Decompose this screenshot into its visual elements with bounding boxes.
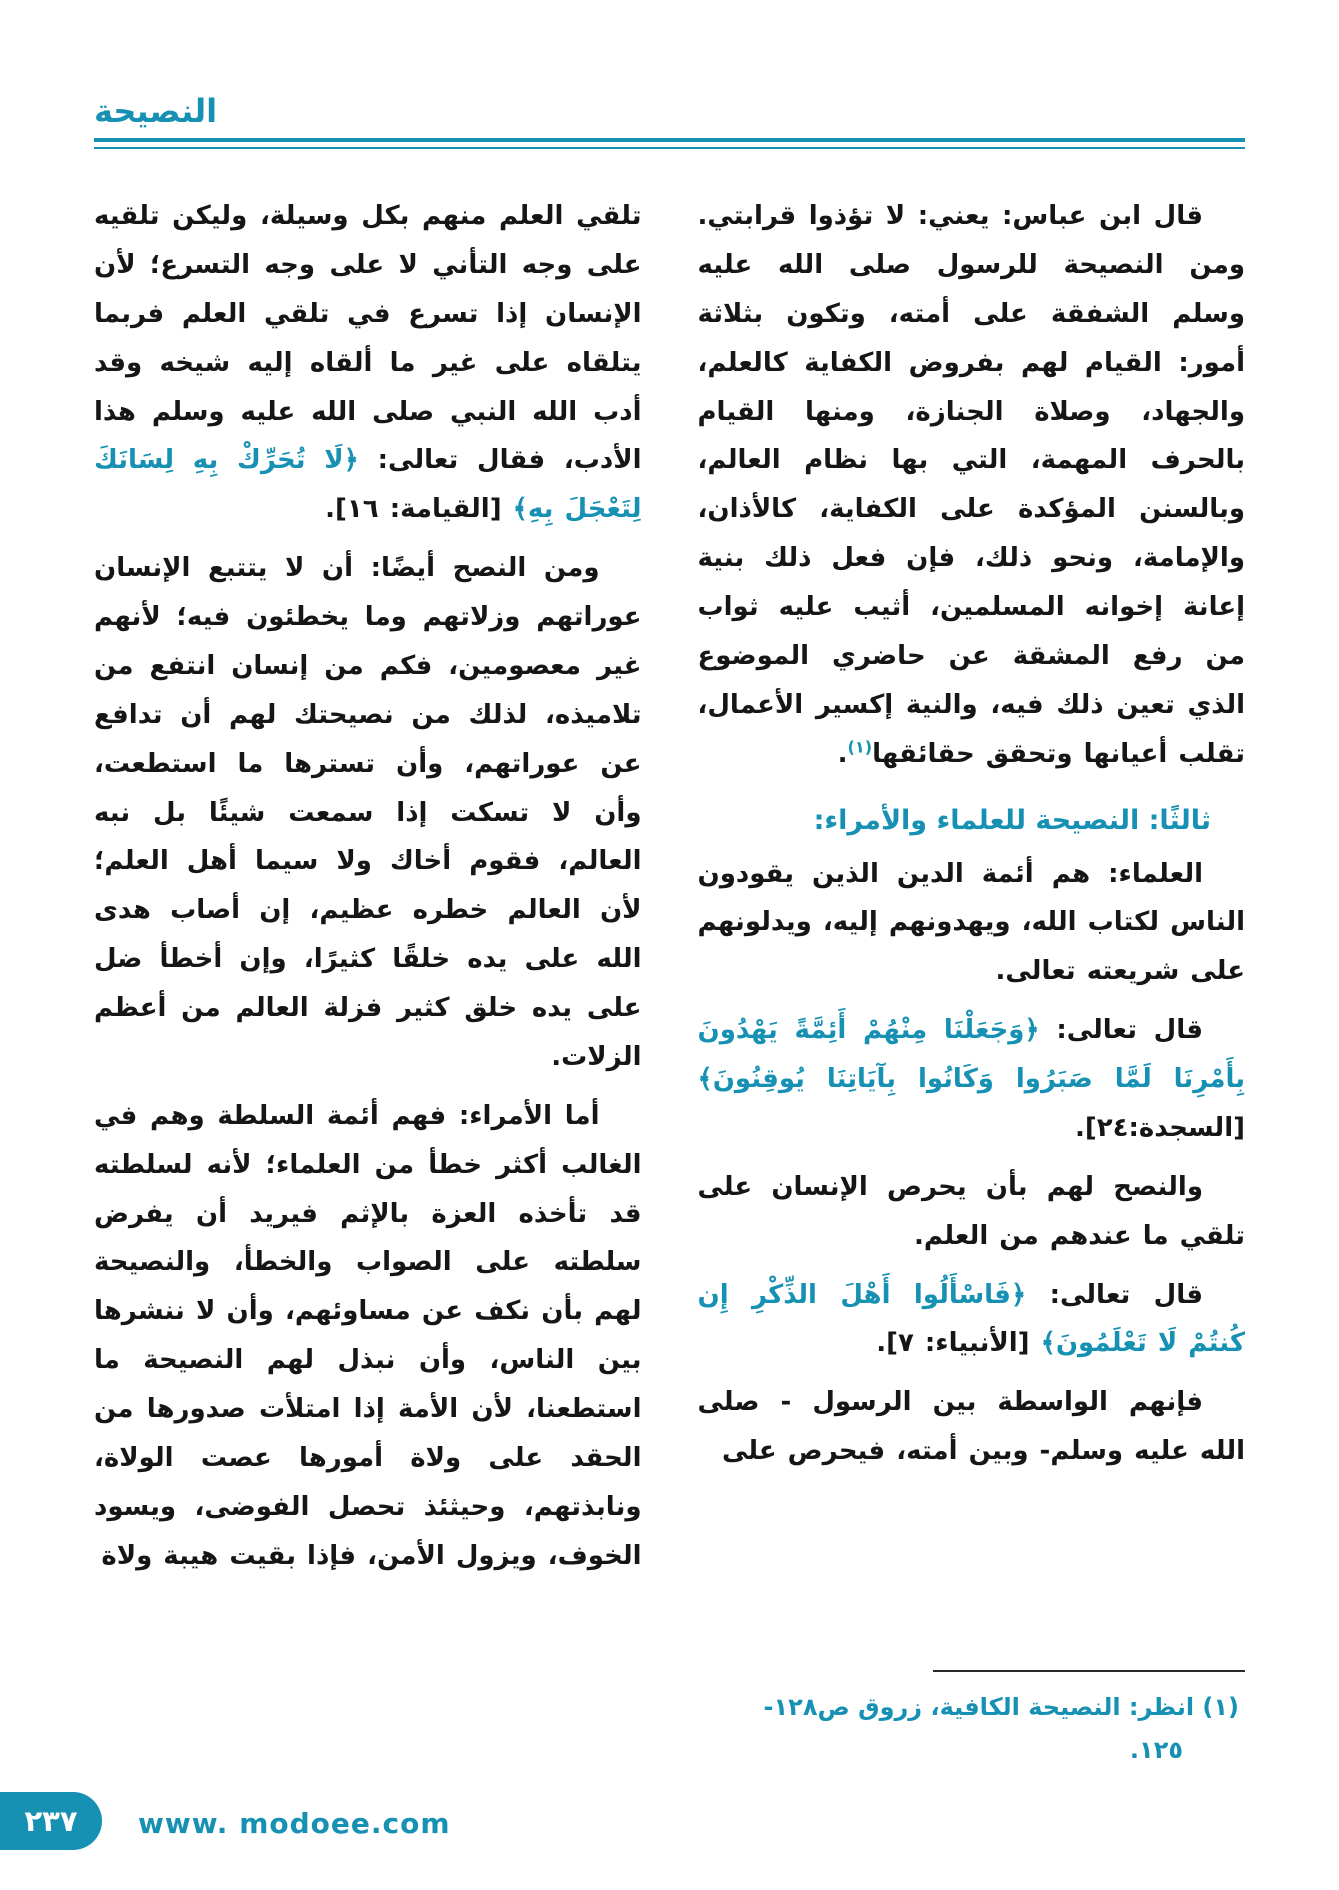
footnote — [698, 1662, 1246, 1772]
verse-reference: [الأنبياء: ٧]. — [876, 1328, 1030, 1359]
paragraph-text: قال تعالى: — [1049, 1279, 1203, 1310]
page-header — [94, 92, 1245, 149]
text-columns — [94, 192, 1245, 1772]
quran-verse: ﴿وَجَعَلْنَا مِنْهُمْ أَئِمَّةً يَهْدُونَ بِأَمْرِنَا لَمَّا صَبَرُوا وَكَانُوا بِآيَاتِنَا يُوقِنُونَ﴾ — [697, 1015, 1245, 1094]
verse-reference: [السجدة:٢٤]. — [1074, 1112, 1245, 1143]
paragraph: العلماء: هم أئمة الدين الذين يقودون الناس لكتاب الله، ويهدونهم إليه، ويدلونهم على شريعته تعالى. — [697, 858, 1245, 987]
paragraph: والنصح لهم بأن يحرص الإنسان على تلقي ما عندهم من العلم. — [697, 1171, 1245, 1251]
page-number: ٢٣٧ — [24, 1804, 78, 1838]
column-right — [698, 192, 1246, 1772]
footnote-text — [698, 1686, 1246, 1772]
footnote-line: (١) انظر: النصيحة الكافية، زروق ص١٢٨- — [763, 1692, 1239, 1721]
page-number-tab — [0, 1792, 102, 1850]
footnote-divider — [933, 1670, 1245, 1672]
paragraph: ومن النصح أيضًا: أن لا يتتبع الإنسان عوراتهم وزلاتهم وما يخطئون فيه؛ لأنهم غير معصومين، فكم من إنسان انتفع من تلاميذه، لذلك من نصيحتك لهم أن تدافع عن عوراتهم، وأن تسترها ما استطعت، وأن لا تسكت إذا سمعت شيئًا بل نبه العالم، فقوم أخاك ولا سيما أهل العلم؛ لأن العالم خطره عظيم، إن أصاب هدى الله على يده خلقًا كثيرًا، وإن أخطأ ضل على يده خلق كثير فزلة العالم من أعظم الزلات. — [94, 553, 642, 1072]
verse-reference: [القيامة: ١٦]. — [325, 494, 502, 525]
website-url: www. modoee.com — [138, 1807, 451, 1840]
header-rule-thick — [94, 138, 1245, 142]
page-title: النصيحة — [94, 92, 218, 130]
footnote-ref: (١) — [847, 736, 873, 756]
paragraph-text: قال تعالى: — [1056, 1015, 1203, 1046]
header-rule-thin — [94, 147, 1245, 149]
footnote-line: ١٢٥. — [1129, 1735, 1183, 1764]
paragraph — [698, 1006, 1246, 1153]
column-left — [94, 192, 642, 1772]
paragraph: فإنهم الواسطة بين الرسول - صلى الله عليه وسلم- وبين أمته، فيحرص على — [697, 1387, 1245, 1467]
paragraph-text: تلقي العلم منهم بكل وسيلة، وليكن تلقيه على وجه التأني لا على وجه التسرع؛ لأن الإنسان إذا تسرع في تلقي العلم فربما يتلقاه على غير ما ألقاه إليه شيخه وقد أدب الله النبي صلى الله عليه وسلم هذا الأدب، فقال تعالى: — [94, 201, 642, 476]
paragraph — [698, 1271, 1246, 1369]
paragraph — [94, 192, 642, 534]
paragraph: أما الأمراء: فهم أئمة السلطة وهم في الغالب أكثر خطأ من العلماء؛ لأنه لسلطته قد تأخذه العزة بالإثم فيريد أن يفرض سلطته على الصواب والخطأ، والنصيحة لهم بأن نكف عن مساوئهم، وأن لا ننشرها بين الناس، وأن نبذل لهم النصيحة ما استطعنا، لأن الأمة إذا امتلأت صدورها من الحقد على ولاة أمورها عصت الولاة، ونابذتهم، وحيثئذ تحصل الفوضى، ويسود الخوف، ويزول الأمن، فإذا بقيت هيبة ولاة — [94, 1100, 642, 1571]
quran-verse: ﴿لَا تُحَرِّكْ بِهِ لِسَانَكَ لِتَعْجَلَ بِهِ﴾ — [94, 445, 642, 525]
paragraph-text: . — [837, 738, 848, 769]
paragraph — [698, 192, 1246, 779]
section-heading: ثالثًا: النصيحة للعلماء والأمراء: — [813, 804, 1211, 836]
quran-verse: ﴿فَاسْأَلُوا أَهْلَ الذِّكْرِ إِن كُنتُمْ لَا تَعْلَمُونَ﴾ — [697, 1279, 1245, 1359]
paragraph-text: قال ابن عباس: يعني: لا تؤذوا قرابتي. ومن النصيحة للرسول صلى الله عليه وسلم الشفقة على أمته، وتكون بثلاثة أمور: القيام لهم بفروض الكفاية كالعلم، والجهاد، وصلاة الجنازة، ومنها القيام بالحرف المهمة، التي بها نظام العالم، وبالسنن المؤكدة على الكفاية، كالأذان، والإمامة، ونحو ذلك، فإن فعل ذلك بنية إعانة إخوانه المسلمين، أثيب عليه ثواب من رفع المشقة عن حاضري الموضوع الذي تعين ذلك فيه، والنية إكسير الأعمال، تقلب أعيانها وتحقق حقائقها — [697, 201, 1245, 769]
